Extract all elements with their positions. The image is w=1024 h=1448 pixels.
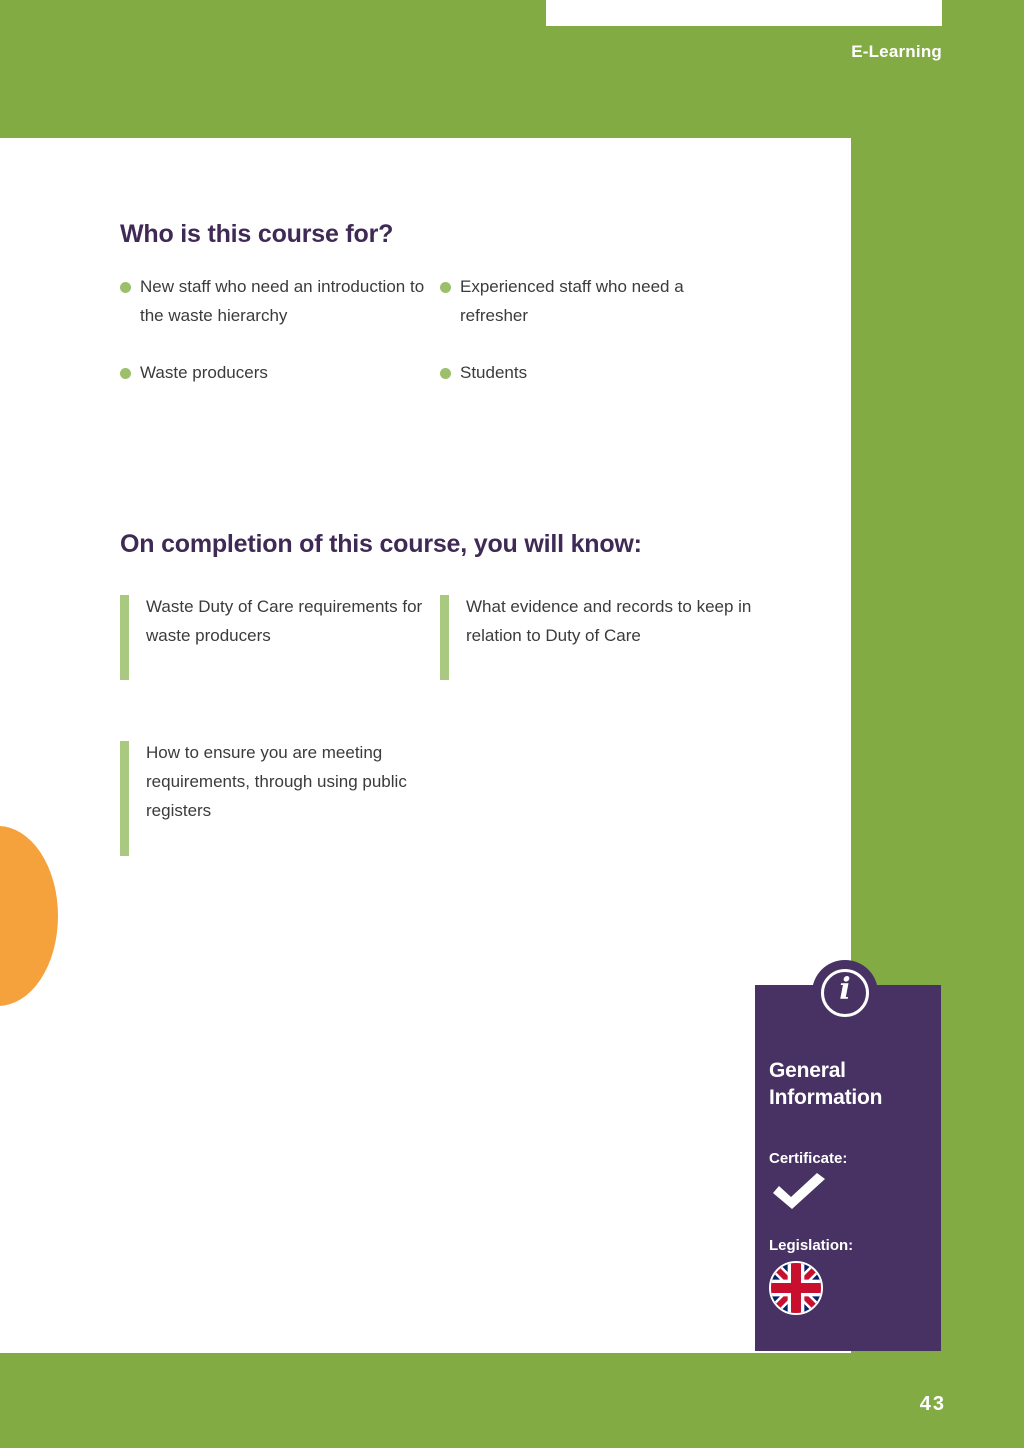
list-item <box>120 272 430 330</box>
outcome-item <box>120 738 446 825</box>
page-number: 43 <box>919 1393 946 1415</box>
list-item-label: Waste producers <box>140 363 268 382</box>
general-information-card <box>755 985 941 1351</box>
list-item <box>120 358 430 387</box>
cog-tooth <box>18 874 40 896</box>
outcome-label: How to ensure you are meeting requirements, through using public registers <box>146 743 407 820</box>
legislation-label: Legislation: <box>769 1237 854 1254</box>
audience-list-column-right <box>440 272 750 415</box>
audience-section-title: Who is this course for? <box>120 220 394 248</box>
bullet-dot-icon <box>440 368 451 379</box>
header-label: E-Learning <box>851 42 942 61</box>
info-card-title: General Information <box>769 1059 883 1109</box>
list-item <box>440 272 750 330</box>
certificate-label: Certificate: <box>769 1150 848 1167</box>
outcome-accent-bar <box>440 595 449 680</box>
cog-tooth <box>24 910 46 932</box>
cog-decoration-icon <box>0 826 58 1006</box>
info-icon <box>812 960 878 1026</box>
cog-tooth <box>0 978 14 1000</box>
list-item-label: Students <box>460 363 528 382</box>
outcome-accent-bar <box>120 741 129 856</box>
cog-tooth <box>0 840 22 862</box>
outcome-item <box>120 592 446 650</box>
list-item-label: New staff who need an introduction to the waste hierarchy <box>140 277 425 325</box>
list-item-label: Experienced staff who need a refresher <box>460 277 684 325</box>
outcome-label: Waste Duty of Care requirements for waste producers <box>146 597 423 645</box>
bullet-dot-icon <box>120 282 131 293</box>
audience-list-column-left <box>120 272 430 415</box>
outcome-item <box>440 592 766 650</box>
uk-flag-icon <box>769 1261 823 1315</box>
bullet-dot-icon <box>440 282 451 293</box>
bullet-dot-icon <box>120 368 131 379</box>
outcome-accent-bar <box>120 595 129 680</box>
checkmark-icon <box>771 1171 831 1211</box>
info-icon-glyph: i <box>839 972 851 1007</box>
list-item <box>440 358 750 387</box>
outcomes-section-title: On completion of this course, you will know: <box>120 530 642 558</box>
cog-tooth <box>14 946 36 968</box>
outcome-label: What evidence and records to keep in relation to Duty of Care <box>466 597 752 645</box>
top-notch-decoration <box>546 0 942 26</box>
